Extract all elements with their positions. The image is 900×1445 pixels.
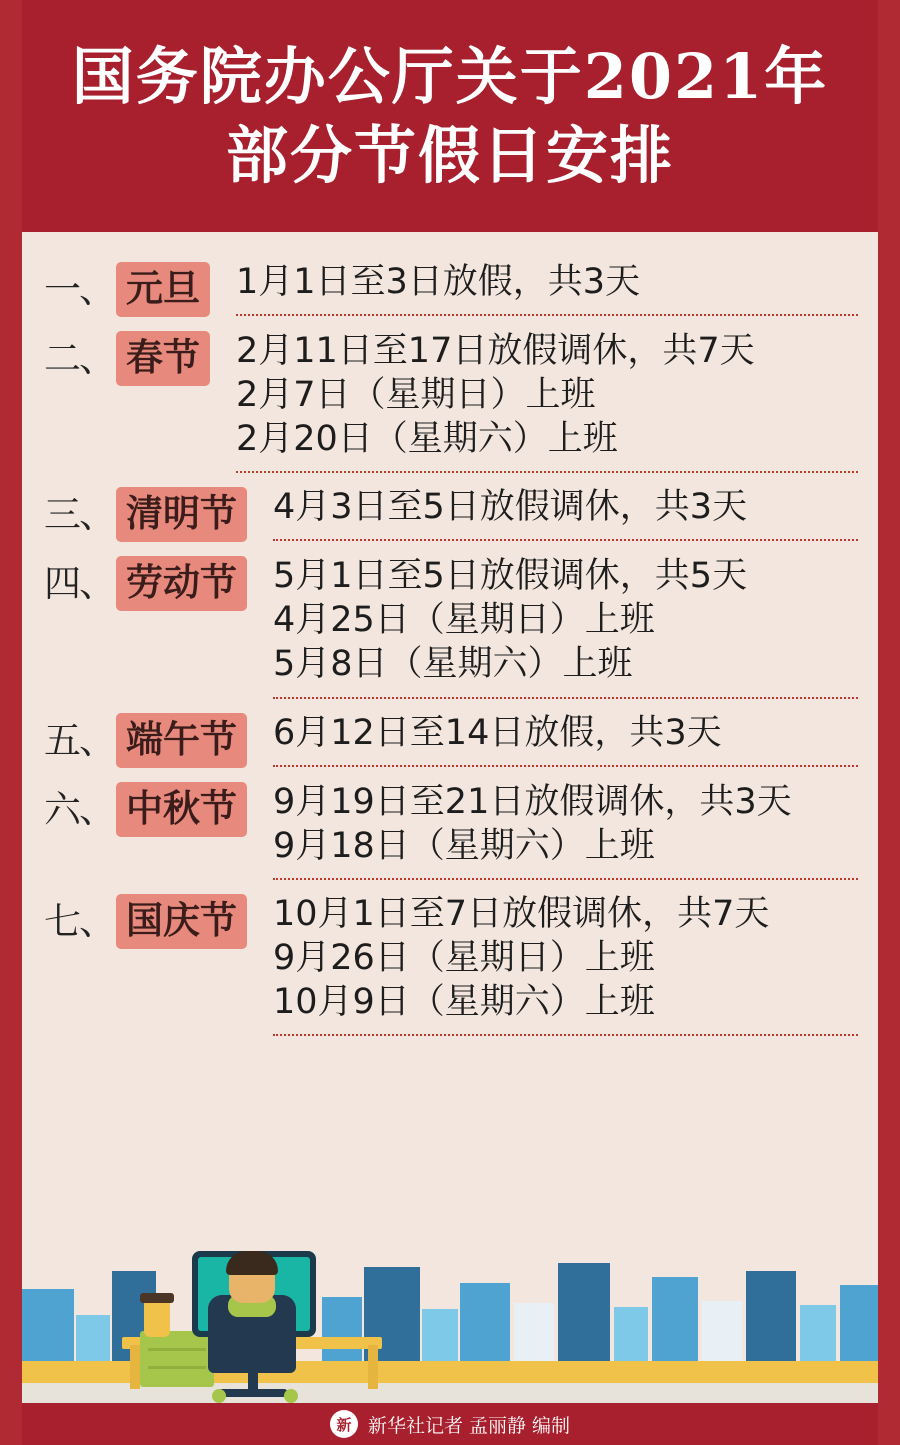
page-title-line-2: 部分节假日安排 [225, 119, 674, 192]
holiday-row-label [44, 776, 247, 837]
building [702, 1301, 742, 1363]
building [614, 1307, 648, 1363]
holiday-detail [273, 888, 858, 1036]
desk-leg [368, 1345, 378, 1389]
holiday-row-label [44, 707, 247, 768]
holiday-name-tag: 劳动节 [116, 556, 247, 611]
holiday-detail [236, 256, 858, 316]
holiday-detail-line: 10月9日（星期六）上班 [273, 981, 655, 1022]
holiday-list [22, 232, 878, 1267]
holiday-index: 三、 [44, 493, 114, 537]
holiday-detail-line: 9月19日至21日放假调休，共3天 [273, 781, 792, 822]
holiday-row-label [44, 481, 247, 542]
holiday-name-tag: 春节 [116, 331, 210, 386]
drawer-line [148, 1348, 206, 1351]
holiday-name-tag: 清明节 [116, 487, 247, 542]
holiday-row [44, 256, 858, 325]
building [746, 1271, 796, 1363]
holiday-detail-line: 2月7日（星期日）上班 [236, 375, 596, 416]
holiday-detail [273, 776, 858, 880]
holiday-detail-line: 9月18日（星期六）上班 [273, 825, 655, 866]
holiday-row-label [44, 888, 247, 949]
drawer-line [148, 1366, 206, 1369]
holiday-name-tag: 中秋节 [116, 782, 247, 837]
holiday-row [44, 707, 858, 776]
building [422, 1309, 458, 1363]
illustration [22, 1150, 878, 1403]
holiday-detail-line: 5月8日（星期六）上班 [273, 644, 633, 685]
holiday-index: 五、 [44, 718, 114, 762]
poster-header [22, 0, 878, 232]
holiday-index: 六、 [44, 787, 114, 831]
chair-wheel [212, 1389, 226, 1403]
holiday-index: 二、 [44, 337, 114, 380]
page-title-line-1: 国务院办公厅关于2021年 [71, 39, 829, 113]
holiday-detail [273, 550, 858, 698]
xinhua-logo-icon: 新 [330, 1410, 358, 1438]
holiday-row-label [44, 550, 247, 611]
desk-leg [130, 1345, 140, 1389]
holiday-index: 一、 [44, 268, 114, 311]
holiday-row [44, 550, 858, 706]
building [76, 1315, 110, 1363]
holiday-row-label [44, 325, 210, 386]
holiday-name-tag: 元旦 [116, 262, 210, 317]
building [322, 1297, 362, 1363]
holiday-row-label [44, 256, 210, 317]
building [652, 1277, 698, 1363]
person-hair [226, 1251, 278, 1275]
building [22, 1289, 74, 1363]
chair-wheel [284, 1389, 298, 1403]
drawer-cabinet [140, 1331, 214, 1387]
holiday-name-tag: 端午节 [116, 713, 247, 768]
holiday-row [44, 888, 858, 1044]
holiday-detail-line: 9月26日（星期日）上班 [273, 937, 655, 978]
holiday-detail [236, 325, 858, 473]
building [840, 1285, 878, 1363]
holiday-detail-line: 2月20日（星期六）上班 [236, 419, 618, 460]
holiday-name-tag: 国庆节 [116, 894, 247, 949]
building [460, 1283, 510, 1363]
holiday-index: 七、 [44, 899, 114, 943]
footer-credit: 新华社记者 孟丽静 编制 [367, 1414, 571, 1437]
holiday-row [44, 481, 858, 550]
coffee-cup-lid [140, 1293, 174, 1303]
coffee-cup [144, 1301, 170, 1337]
holiday-detail-line: 6月12日至14日放假，共3天 [273, 712, 722, 753]
holiday-detail-line: 4月3日至5日放假调休，共3天 [273, 487, 748, 528]
holiday-detail-line: 10月1日至7日放假调休，共7天 [273, 893, 770, 934]
holiday-row [44, 776, 858, 888]
holiday-detail-line: 4月25日（星期日）上班 [273, 600, 655, 641]
holiday-detail [273, 707, 858, 767]
holiday-index: 四、 [44, 562, 114, 606]
right-side-bar [878, 0, 900, 1445]
building [514, 1303, 554, 1363]
building [800, 1305, 836, 1363]
holiday-detail-line: 1月1日至3日放假，共3天 [236, 262, 641, 302]
chair-base [218, 1389, 288, 1397]
poster-footer [22, 1403, 878, 1445]
holiday-detail-line: 5月1日至5日放假调休，共5天 [273, 556, 748, 597]
building [558, 1263, 610, 1363]
holiday-detail-line: 2月11日至17日放假调休，共7天 [236, 331, 755, 371]
holiday-detail [273, 481, 858, 541]
left-side-bar [0, 0, 22, 1445]
holiday-row [44, 325, 858, 481]
